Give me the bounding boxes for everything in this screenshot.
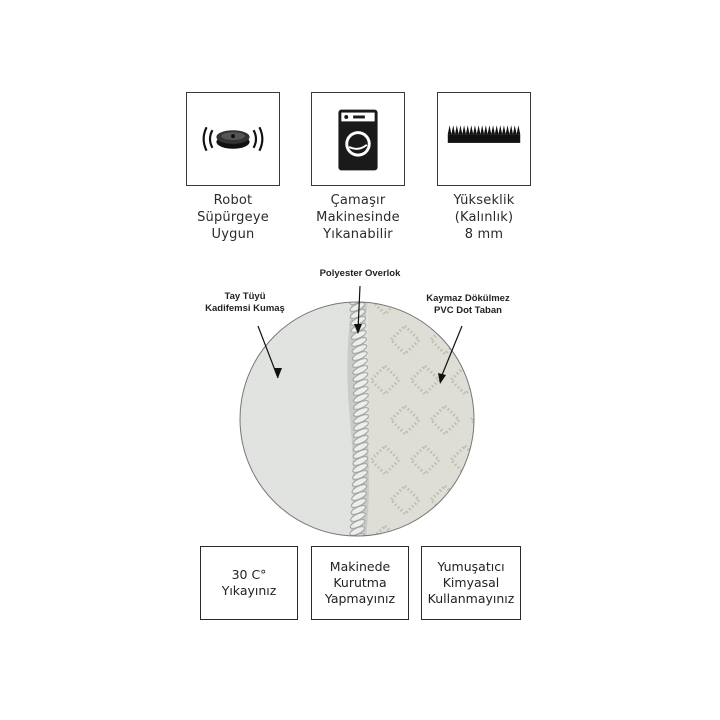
feature-label-washing: Çamaşır Makinesinde Yıkanabilir <box>316 193 400 242</box>
feature-label-height: Yükseklik (Kalınlık) 8 mm <box>453 193 515 242</box>
callout-fabric: Tay Tüyü Kadifemsi Kumaş <box>205 291 285 314</box>
feature-label-robot: Robot Süpürgeye Uygun <box>197 193 269 242</box>
care-box-dry: Makinede Kurutma Yapmayınız <box>311 546 409 620</box>
care-box-wash: 30 C° Yıkayınız <box>200 546 298 620</box>
callout-overlock: Polyester Overlok <box>319 268 401 279</box>
care-box-softener: Yumuşatıcı Kimyasal Kullanmayınız <box>421 546 521 620</box>
callout-pvc-base: Kaymaz Dökülmez PVC Dot Taban <box>426 293 510 316</box>
